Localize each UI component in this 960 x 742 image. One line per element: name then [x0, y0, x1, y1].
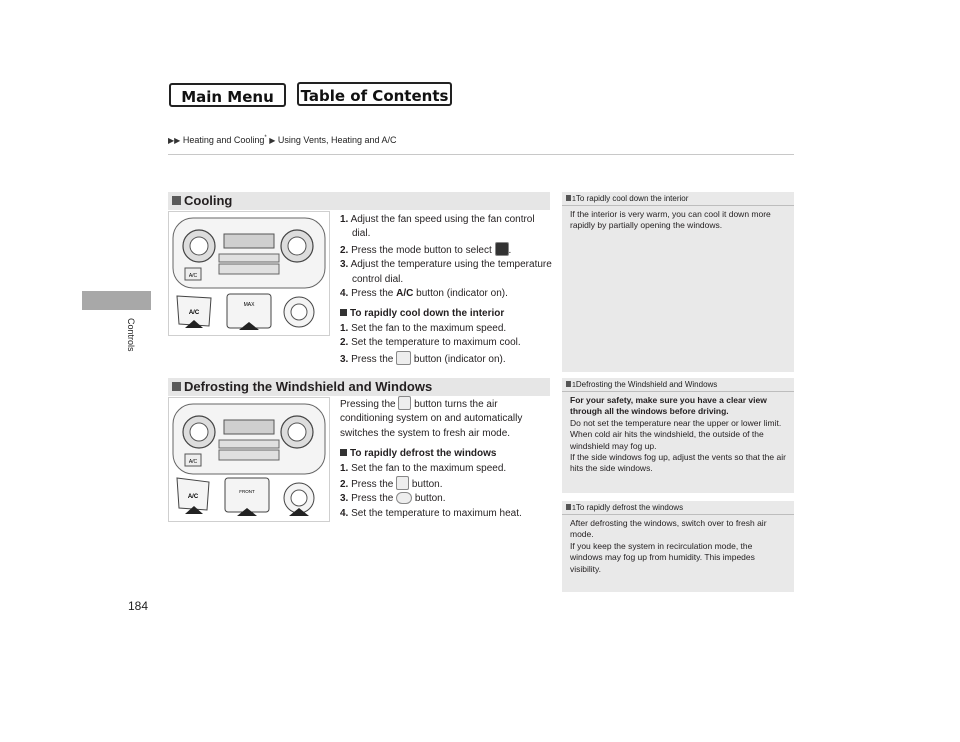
front-defrost-icon: [396, 476, 409, 490]
note-body: If the interior is very warm, you can cool it down more rapidly by partially opening the windows.: [570, 209, 771, 231]
breadcrumb: [168, 135, 397, 145]
svg-text:A/C: A/C: [187, 494, 199, 500]
asterisk: *: [264, 135, 267, 141]
fresh-air-mode-icon: [396, 492, 412, 504]
rapid-defrost-step-1: 1. Set the fan to the maximum speed.: [340, 462, 507, 474]
breadcrumb-item-heating-cooling[interactable]: Heating and Cooling: [182, 135, 265, 145]
defrost-intro: Pressing the button turns the air conditioning system on and automatically switches the system to fresh air mode.: [340, 396, 552, 441]
defrost-instructions: [340, 396, 552, 521]
breadcrumb-arrow-icon: ▶: [269, 136, 276, 145]
climate-control-figure-defrost: [168, 397, 330, 522]
page-number: 184: [128, 599, 149, 613]
square-bullet-icon: [340, 449, 347, 456]
note-marker-icon: [566, 504, 571, 510]
svg-text:FRONT: FRONT: [239, 489, 255, 494]
chapter-tab: [82, 291, 151, 310]
svg-text:A/C: A/C: [188, 310, 200, 316]
cooling-step-2: 2. Press the mode button to select .: [340, 242, 552, 258]
note-body: For your safety, make sure you have a clear view through all the windows before driving. Do not set the temperature near the upper or lower limit. When cold air hits the windshield, the outside of the windshield may fog up. If the side windows fog up, adjust the vents so that the air hits the side windows.: [570, 395, 786, 474]
rapid-cool-step-1: 1. Set the fan to the maximum speed.: [340, 322, 507, 334]
rapid-defrost-step-4: 4. Set the temperature to maximum heat.: [340, 507, 522, 519]
svg-text:A/C: A/C: [188, 459, 198, 465]
rapid-cool-step-2: 2. Set the temperature to maximum cool.: [340, 337, 521, 349]
max-ac-icon: [396, 351, 411, 365]
svg-text:A/C: A/C: [188, 273, 198, 279]
windshield-vent-mode-icon: [495, 242, 509, 256]
rapid-defrost-step-3: 3. Press the button.: [340, 493, 446, 505]
rapid-defrost-heading: To rapidly defrost the windows: [340, 447, 552, 461]
note-title: 1To rapidly defrost the windows: [562, 501, 794, 515]
table-of-contents-button[interactable]: Table of Contents: [297, 82, 452, 106]
breadcrumb-item-using-vents: Using Vents, Heating and A/C: [277, 135, 397, 145]
cooling-step-1: 1. Adjust the fan speed using the fan control dial.: [340, 214, 535, 240]
cooling-instructions: [340, 213, 552, 367]
climate-panel-illustration: [169, 398, 329, 521]
cooling-step-4: 4. Press the A/C button (indicator on).: [340, 288, 508, 300]
square-bullet-icon: [172, 382, 181, 391]
rapid-defrost-step-2: 2. Press the button.: [340, 476, 552, 492]
note-defrost: [562, 378, 794, 493]
note-body: After defrosting the windows, switch over to fresh air mode. If you keep the system in recirculation mode, the windows may fog up from humidity. This impedes visibility.: [570, 518, 767, 574]
note-marker-icon: [566, 381, 571, 387]
header-divider: [168, 154, 794, 155]
climate-control-figure-cooling: [168, 211, 330, 336]
note-rapid-defrost: [562, 501, 794, 592]
square-bullet-icon: [340, 309, 347, 316]
section-heading-cooling: Cooling: [168, 192, 550, 210]
cooling-step-3: 3. Adjust the temperature using the temperature control dial.: [340, 259, 552, 285]
square-bullet-icon: [172, 196, 181, 205]
note-marker-icon: [566, 195, 571, 201]
note-title: 1Defrosting the Windshield and Windows: [562, 378, 794, 392]
rapid-cool-step-3: 3. Press the button (indicator on).: [340, 351, 552, 367]
note-title: 1To rapidly cool down the interior: [562, 192, 794, 206]
note-rapid-cool: [562, 192, 794, 372]
front-defrost-icon: [398, 396, 411, 410]
chapter-label: Controls: [126, 318, 136, 352]
main-menu-button[interactable]: Main Menu: [169, 83, 286, 107]
breadcrumb-arrow-icon: ▶▶: [168, 136, 181, 145]
climate-panel-illustration: [169, 212, 329, 335]
section-heading-defrost: Defrosting the Windshield and Windows: [168, 378, 550, 396]
svg-text:MAX: MAX: [243, 302, 255, 308]
rapid-cool-heading: To rapidly cool down the interior: [340, 307, 552, 321]
